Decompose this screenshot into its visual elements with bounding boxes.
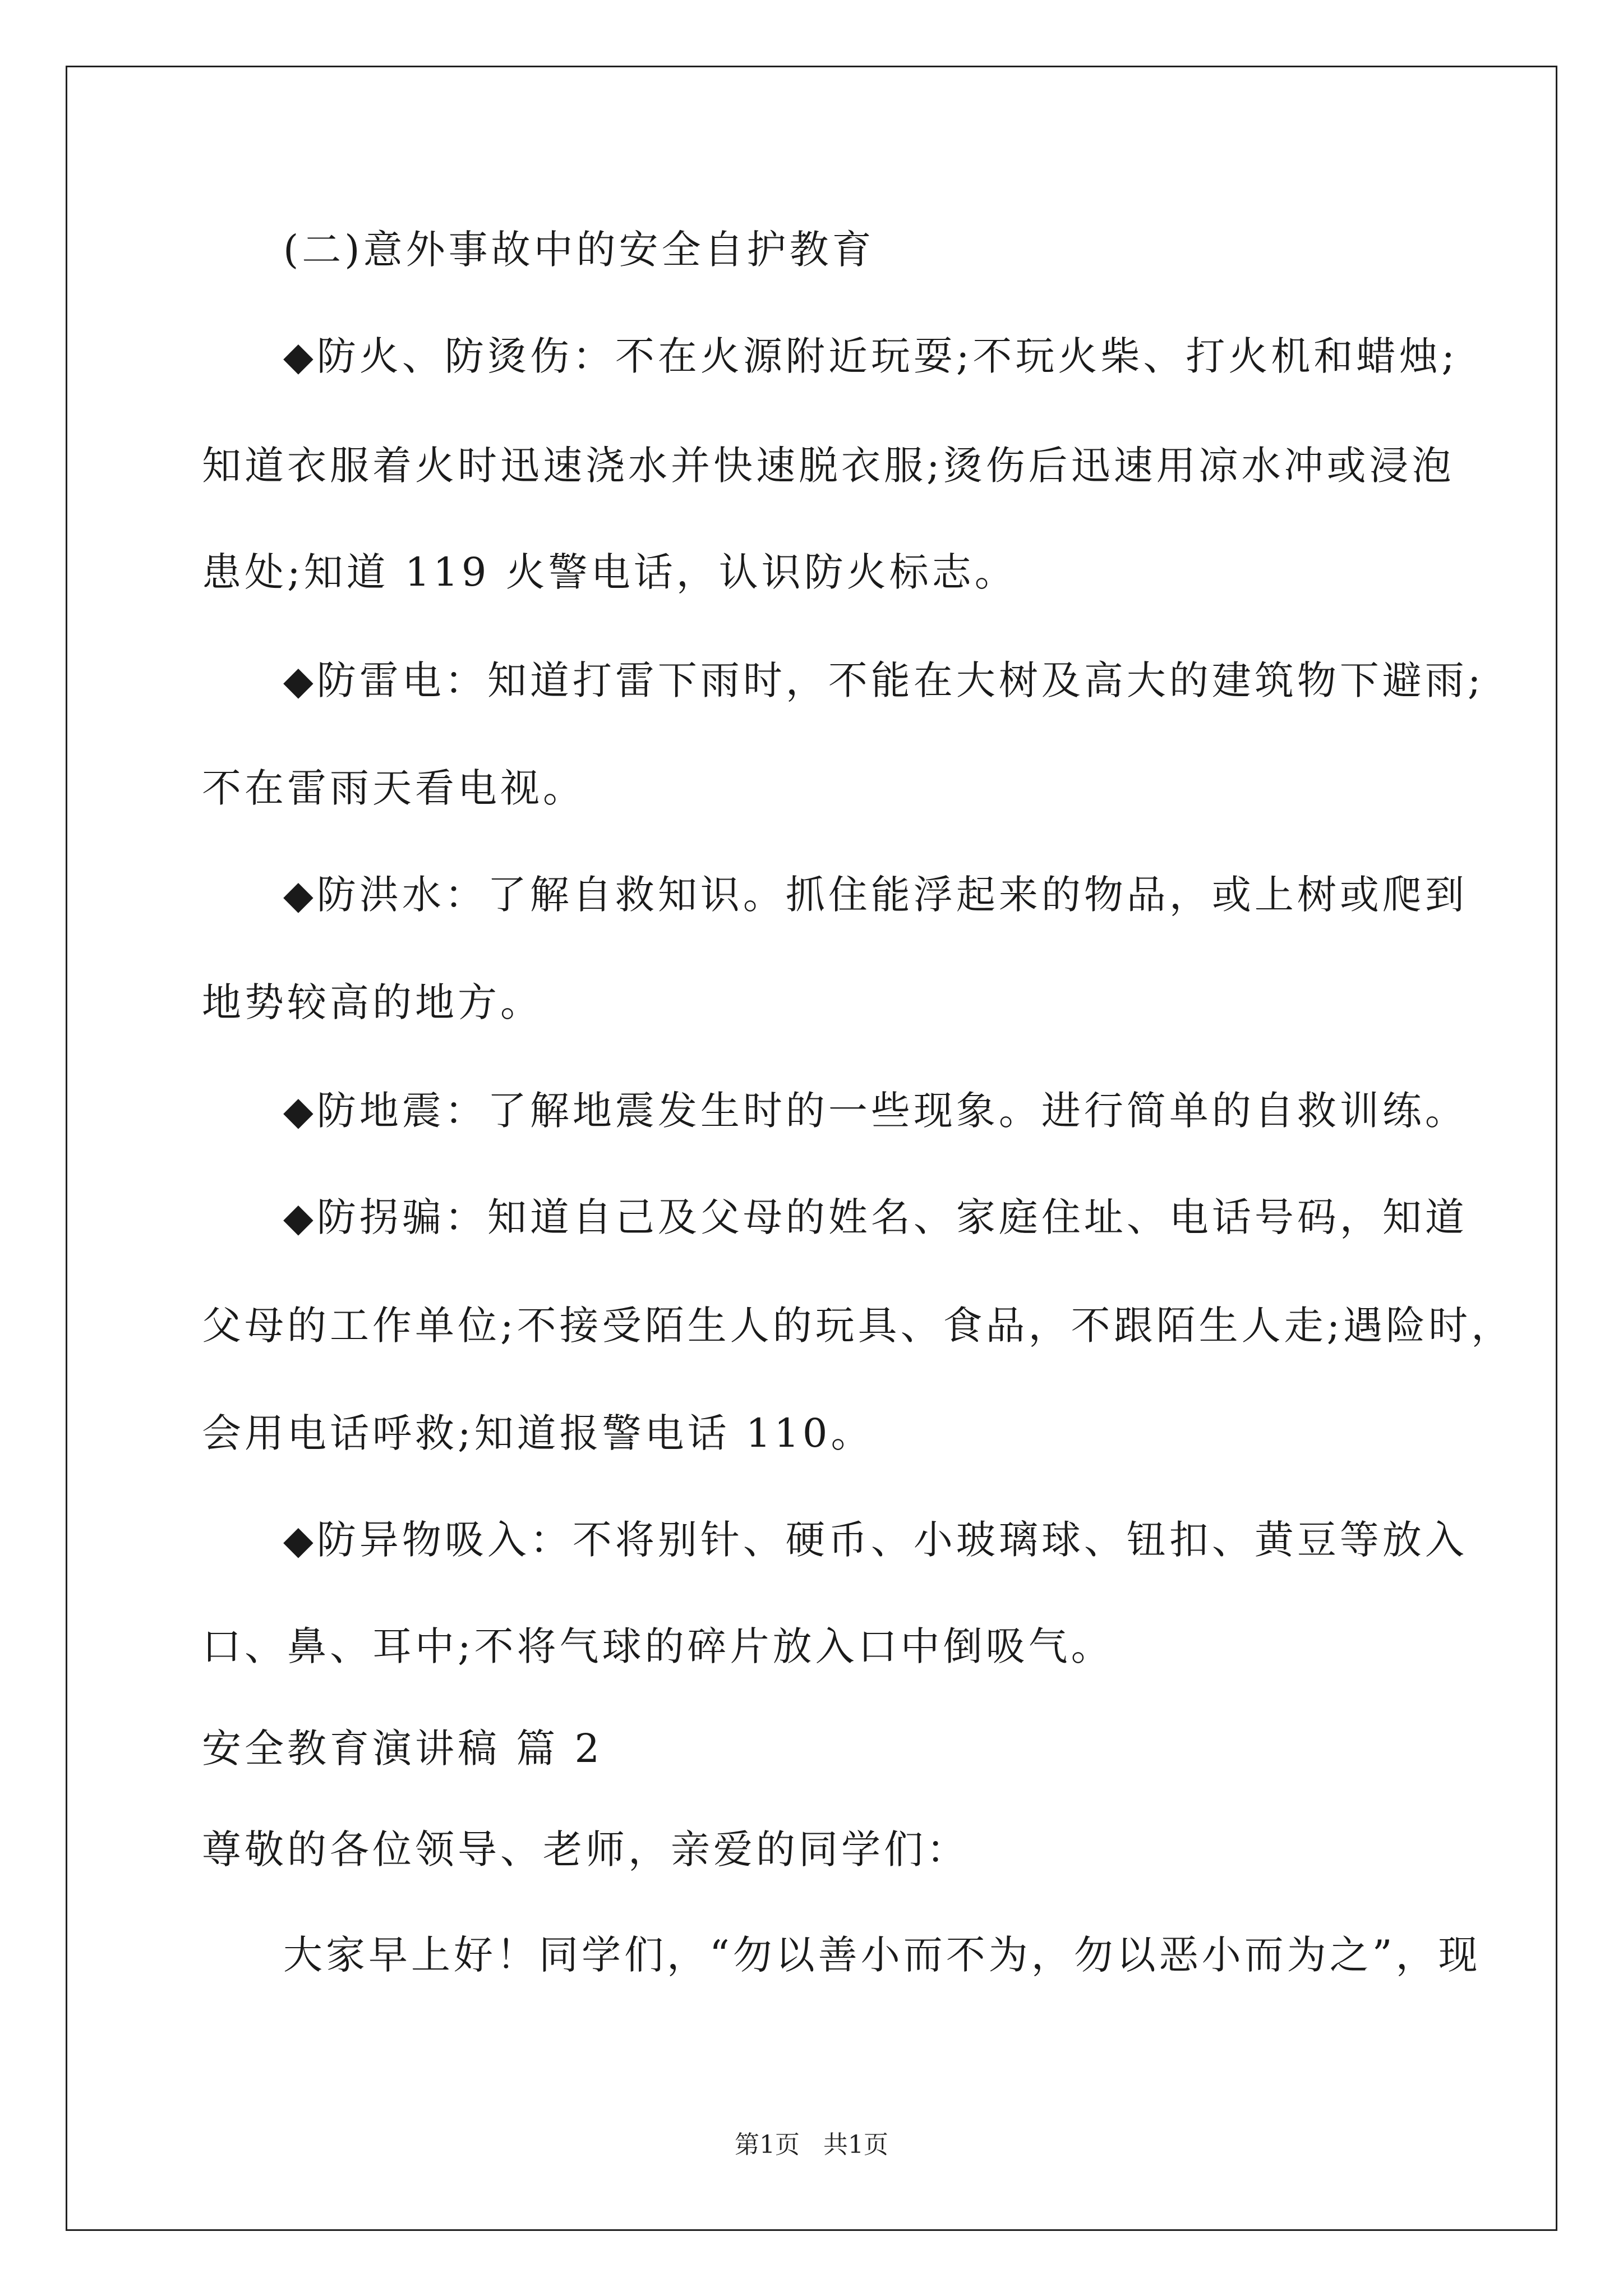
paragraph-line: 知道衣服着火时迅速浇水并快速脱衣服;烫伤后迅速用凉水冲或浸泡 [202, 443, 1455, 489]
page-number-current: 第1页 [735, 2131, 800, 2159]
paragraph-line: 大家早上好！同学们，“勿以善小而不为，勿以恶小而为之”，现 [283, 1932, 1481, 1978]
paragraph-line: 父母的工作单位;不接受陌生人的玩具、食品，不跟陌生人走;遇险时， [202, 1303, 1514, 1349]
paragraph-line: ◆防火、防烫伤：不在火源附近玩耍;不玩火柴、打火机和蜡烛; [283, 333, 1458, 379]
paragraph-line: 口、鼻、耳中;不将气球的碎片放入口中倒吸气。 [202, 1623, 1114, 1669]
paragraph-line: ◆防拐骗：知道自己及父母的姓名、家庭住址、电话号码，知道 [283, 1194, 1468, 1240]
paragraph-line: ◆防洪水：了解自救知识。抓住能浮起来的物品，或上树或爬到 [283, 872, 1468, 918]
paragraph-line: 患处;知道 119 火警电话，认识防火标志。 [202, 549, 1017, 595]
salutation: 尊敬的各位领导、老师，亲爱的同学们： [202, 1826, 969, 1872]
page-footer [0, 2133, 1623, 2157]
paragraph-line: ◆防雷电：知道打雷下雨时，不能在大树及高大的建筑物下避雨; [283, 657, 1484, 703]
page-border [66, 66, 1557, 2231]
paragraph-line: ◆防异物吸入：不将别针、硬币、小玻璃球、钮扣、黄豆等放入 [283, 1517, 1468, 1563]
page-number-total: 共1页 [823, 2131, 888, 2159]
paragraph-line: 会用电话呼救;知道报警电话 110。 [202, 1410, 874, 1456]
paragraph-line: 不在雷雨天看电视。 [202, 765, 585, 811]
paragraph-line: 地势较高的地方。 [202, 979, 543, 1025]
section-heading: (二)意外事故中的安全自护教育 [283, 227, 875, 273]
paragraph-line: ◆防地震：了解地震发生时的一些现象。进行简单的自救训练。 [283, 1088, 1468, 1134]
article-title: 安全教育演讲稿 篇 2 [202, 1726, 603, 1772]
